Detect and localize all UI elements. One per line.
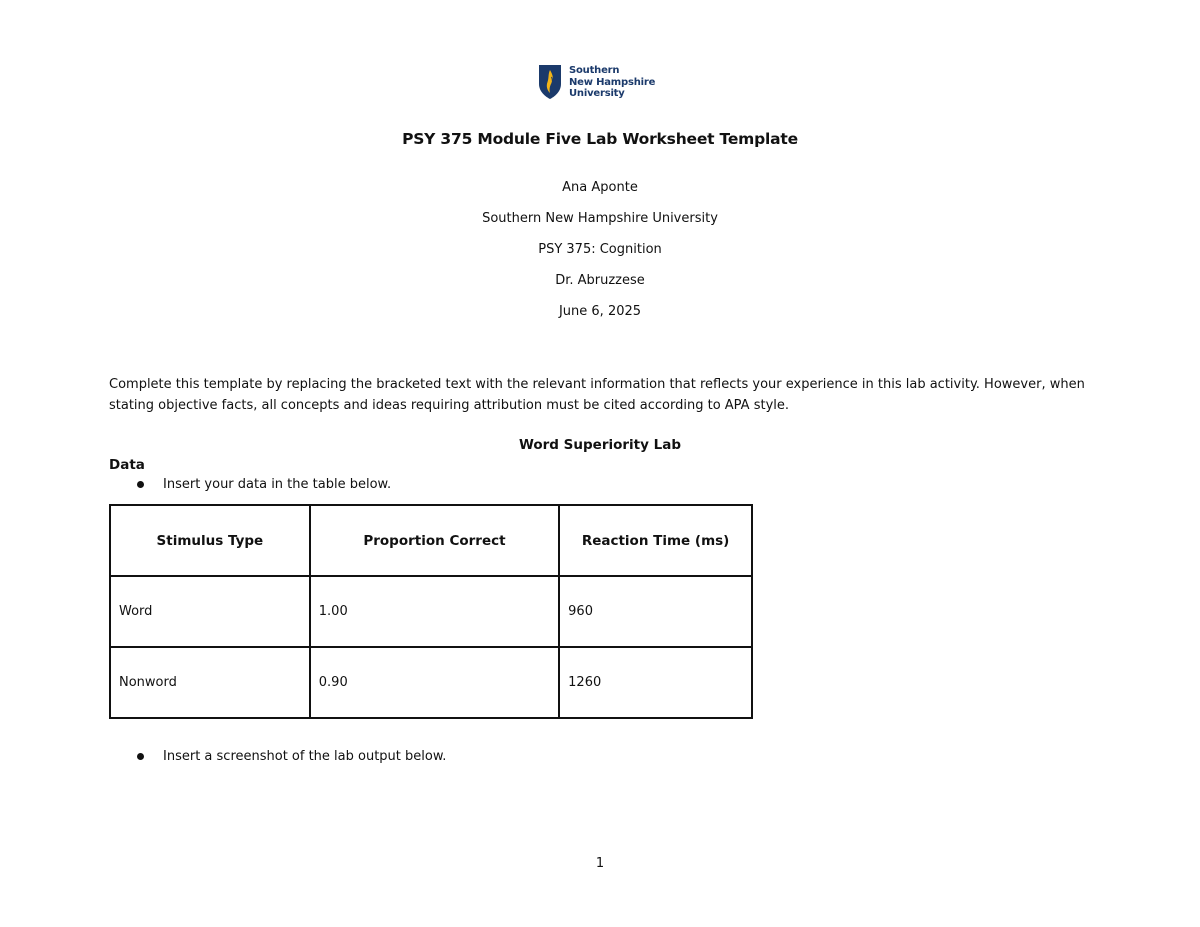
bullet-item-insert-data bbox=[137, 477, 391, 492]
university-logo bbox=[538, 64, 668, 104]
data-table bbox=[109, 504, 753, 719]
bullet-text: Insert a screenshot of the lab output below. bbox=[163, 749, 447, 764]
table-cell: 1.00 bbox=[310, 576, 559, 647]
instructor-name: Dr. Abruzzese bbox=[555, 273, 645, 288]
bullet-icon bbox=[137, 753, 144, 760]
table-cell: 1260 bbox=[559, 647, 752, 718]
school-name: Southern New Hampshire University bbox=[482, 211, 718, 226]
logo-line-3: University bbox=[569, 88, 625, 99]
bullet-icon bbox=[137, 481, 144, 488]
university-shield-icon bbox=[538, 64, 562, 100]
document-title: PSY 375 Module Five Lab Worksheet Template bbox=[402, 130, 798, 148]
bullet-item-insert-screenshot bbox=[137, 749, 446, 764]
course-name: PSY 375: Cognition bbox=[538, 242, 662, 257]
table-cell: 0.90 bbox=[310, 647, 559, 718]
table-header-row bbox=[110, 505, 752, 576]
table-header-reaction-time: Reaction Time (ms) bbox=[559, 505, 752, 576]
table-row bbox=[110, 576, 752, 647]
author-name: Ana Aponte bbox=[562, 180, 638, 195]
section-title: Word Superiority Lab bbox=[518, 437, 682, 453]
table-header-stimulus-type: Stimulus Type bbox=[110, 505, 310, 576]
table-header-proportion-correct: Proportion Correct bbox=[310, 505, 559, 576]
logo-wordmark bbox=[569, 65, 655, 100]
logo-line-1: Southern bbox=[569, 65, 620, 76]
page-number: 1 bbox=[595, 856, 605, 871]
table-cell: 960 bbox=[559, 576, 752, 647]
bullet-text: Insert your data in the table below. bbox=[163, 477, 392, 492]
logo-line-2: New Hampshire bbox=[569, 76, 656, 88]
table-cell: Nonword bbox=[110, 647, 310, 718]
instructions-paragraph: Complete this template by replacing the bracketed text with the relevant information that reflects your experience in this lab activity. However, when stating objective facts, all concepts and ideas requiring attribution must be cited according to APA style. bbox=[109, 377, 1085, 413]
table-cell: Word bbox=[110, 576, 310, 647]
data-heading: Data bbox=[109, 457, 145, 473]
document-date: June 6, 2025 bbox=[558, 304, 642, 319]
table-row bbox=[110, 647, 752, 718]
